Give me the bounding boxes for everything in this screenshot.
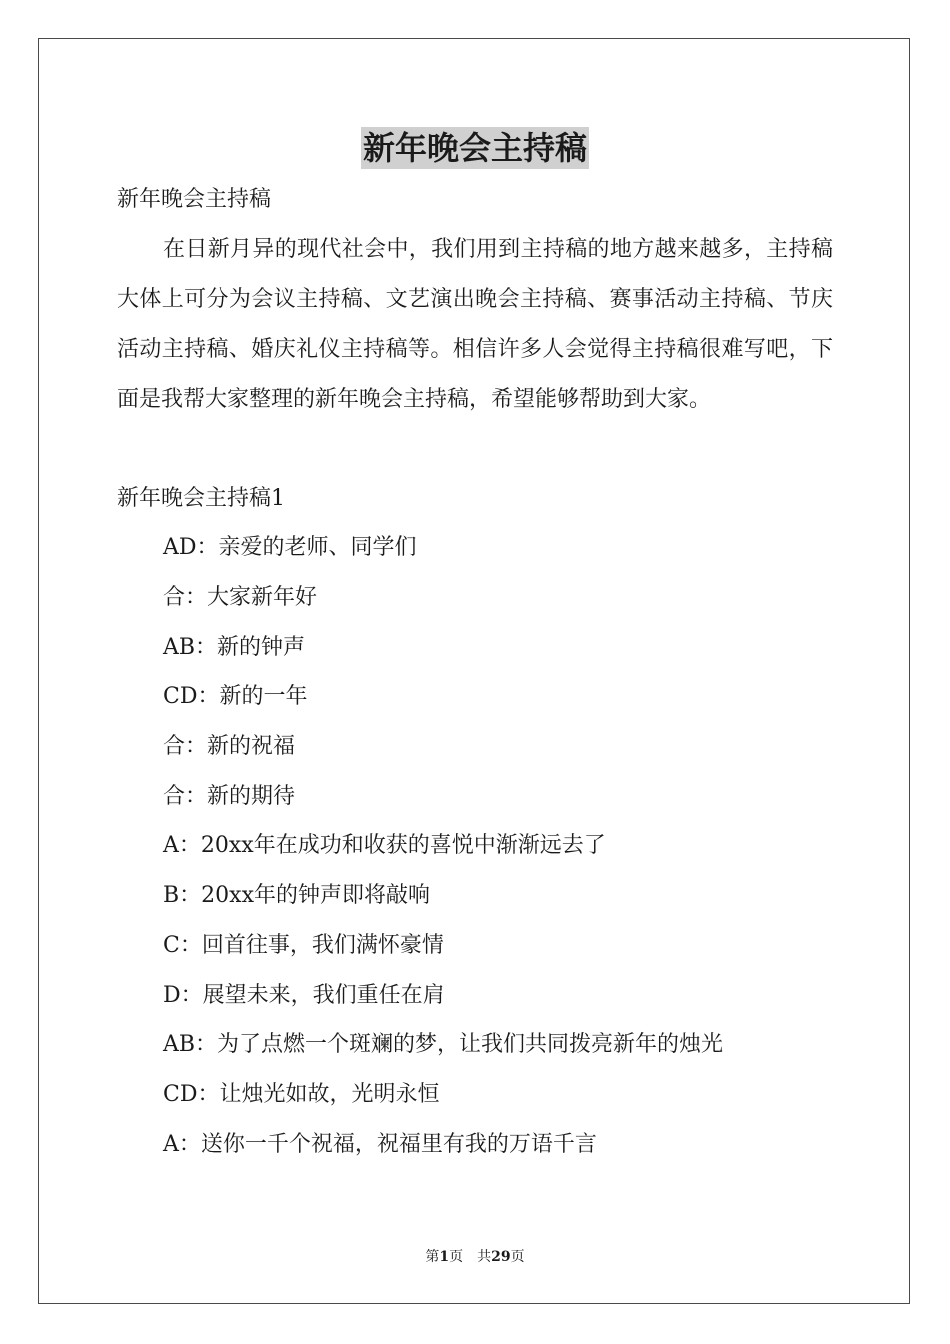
page-footer <box>0 1247 950 1267</box>
page-prefix: 第 <box>425 1249 440 1265</box>
dialogue-line: 合：大家新年好 <box>163 585 318 610</box>
subtitle: 新年晚会主持稿 <box>117 187 272 212</box>
page-number: 1 <box>439 1249 450 1265</box>
dialogue-line: CD：新的一年 <box>163 684 308 709</box>
total-pages: 29 <box>491 1249 511 1265</box>
dialogue-line: D：展望未来，我们重任在肩 <box>163 983 445 1008</box>
dialogue-line: 合：新的祝福 <box>163 734 296 759</box>
dialogue-line: A：送你一千个祝福，祝福里有我的万语千言 <box>163 1132 597 1157</box>
total-prefix: 共 <box>477 1249 492 1265</box>
page-suffix: 页 <box>449 1249 464 1265</box>
dialogue-line: CD：让烛光如故，光明永恒 <box>163 1082 440 1107</box>
dialogue-line: B：20xx年的钟声即将敲响 <box>163 883 430 908</box>
dialogue-line: AB：新的钟声 <box>163 635 306 660</box>
dialogue-line: AD：亲爱的老师、同学们 <box>163 535 417 560</box>
intro-paragraph: 在日新月异的现代社会中，我们用到主持稿的地方越来越多，主持稿大体上可分为会议主持稿、文艺演出晚会主持稿、赛事活动主持稿、节庆活动主持稿、婚庆礼仪主持稿等。相信许多人会觉得主持稿很难写吧，下面是我帮大家整理的新年晚会主持稿，希望能够帮助到大家。 <box>117 237 833 412</box>
section-heading: 新年晚会主持稿1 <box>117 486 285 511</box>
total-suffix: 页 <box>510 1249 525 1265</box>
dialogue-line: 合：新的期待 <box>163 784 296 809</box>
title-wrap <box>0 127 950 169</box>
document-title: 新年晚会主持稿 <box>362 129 587 167</box>
dialogue-line: A：20xx年在成功和收获的喜悦中渐渐远去了 <box>163 833 606 858</box>
dialogue-line: AB：为了点燃一个斑斓的梦，让我们共同拨亮新年的烛光 <box>163 1032 724 1057</box>
dialogue-line: C：回首往事，我们满怀豪情 <box>163 933 444 958</box>
